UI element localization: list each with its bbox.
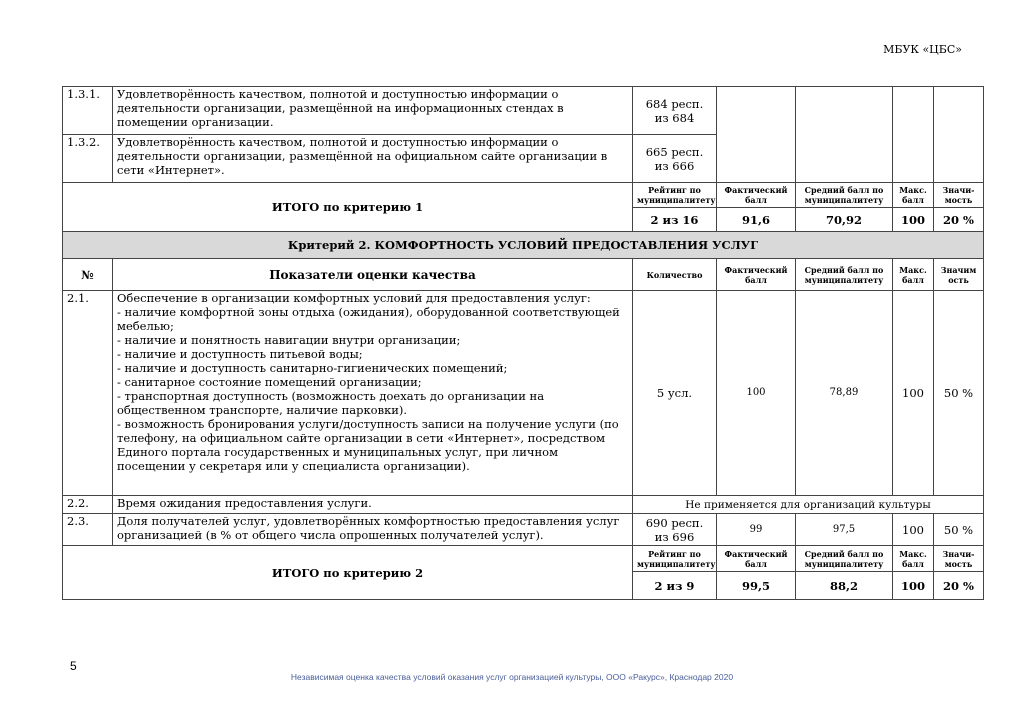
weight-value: 20 % [934, 208, 984, 232]
weight-header: Значи-мость [934, 183, 984, 208]
weight-cell: 50 % [934, 514, 984, 546]
criterion-row [63, 232, 984, 259]
fact-value: 91,6 [717, 208, 796, 232]
table-row [63, 514, 984, 546]
weight-header: Значим ость [934, 259, 984, 291]
page-number: 5 [70, 659, 77, 673]
weight-cell: 50 % [934, 291, 984, 496]
empty-cell [796, 87, 893, 183]
avg-cell: 78,89 [796, 291, 893, 496]
totals-label: ИТОГО по критерию 1 [63, 183, 633, 232]
indicator-line: Обеспечение в организации комфортных условий для предоставления услуг: [117, 291, 591, 305]
rating-header: Рейтинг по муниципалитету [633, 183, 717, 208]
quantity-cell: 684 респ. из 684 [633, 87, 717, 135]
avg-cell: 97,5 [796, 514, 893, 546]
evaluation-table [62, 86, 984, 600]
indicator-text: Удовлетворённость качеством, полнотой и доступностью информации о деятельности организации, размещённой на официальном сайте организации в сети «Интернет». [113, 135, 633, 183]
quantity-cell: 665 респ. из 666 [633, 135, 717, 183]
indicator-line: - санитарное состояние помещений организации; [117, 375, 422, 389]
avg-value: 70,92 [796, 208, 893, 232]
quantity-header: Количество [633, 259, 717, 291]
table-row [63, 291, 984, 496]
empty-cell [934, 87, 984, 183]
row-number: 2.3. [63, 514, 113, 546]
max-cell: 100 [893, 291, 934, 496]
empty-cell [717, 87, 796, 183]
max-value: 100 [893, 572, 934, 600]
weight-header: Значи-мость [934, 546, 984, 572]
footer-text: Независимая оценка качества условий оказания услуг организацией культуры, ООО «Ракурс», Краснодар 2020 [290, 672, 734, 682]
avg-header: Средний балл по муниципалитету [796, 546, 893, 572]
row-number: 1.3.2. [63, 135, 113, 183]
table-row [63, 496, 984, 514]
fact-header: Фактический балл [717, 183, 796, 208]
row-number: 2.2. [63, 496, 113, 514]
indicator-line: - наличие комфортной зоны отдыха (ожидания), оборудованной соответствующей мебелью; [117, 305, 620, 333]
avg-value: 88,2 [796, 572, 893, 600]
fact-cell: 99 [717, 514, 796, 546]
quantity-cell: 690 респ. из 696 [633, 514, 717, 546]
criterion-title: Критерий 2. КОМФОРТНОСТЬ УСЛОВИЙ ПРЕДОСТАВЛЕНИЯ УСЛУГ [63, 232, 984, 259]
indicator-text: Доля получателей услуг, удовлетворённых комфортностью предоставления услуг организацией (в % от общего числа опрошенных получателей услуг). [113, 514, 633, 546]
fact-value: 99,5 [717, 572, 796, 600]
table-row [63, 87, 984, 135]
indicator-header: Показатели оценки качества [113, 259, 633, 291]
totals-label: ИТОГО по критерию 2 [63, 546, 633, 600]
max-header: Макс. балл [893, 546, 934, 572]
number-header: № [63, 259, 113, 291]
fact-header: Фактический балл [717, 546, 796, 572]
avg-header: Средний балл по муниципалитету [796, 259, 893, 291]
rating-header: Рейтинг по муниципалитету [633, 546, 717, 572]
max-value: 100 [893, 208, 934, 232]
column-header-row [63, 259, 984, 291]
indicator-line: - возможность бронирования услуги/доступность записи на получение услуги (по телефону, на официальном сайте организации в сети «Интернет», посредством Единого портала государственных и муниципальных услуг, при личном посещении у секретаря или у специалиста организации). [117, 417, 619, 473]
indicator-text [113, 291, 633, 496]
empty-cell [893, 87, 934, 183]
fact-header: Фактический балл [717, 259, 796, 291]
weight-value: 20 % [934, 572, 984, 600]
indicator-line: - транспортная доступность (возможность доехать до организации на общественном транспорте, наличие парковки). [117, 389, 545, 417]
organization-header: МБУК «ЦБС» [883, 43, 962, 56]
row-number: 2.1. [63, 291, 113, 496]
quantity-cell: 5 усл. [633, 291, 717, 496]
indicator-line: - наличие и доступность санитарно-гигиенических помещений; [117, 361, 508, 375]
max-header: Макс. балл [893, 259, 934, 291]
indicator-text: Время ожидания предоставления услуги. [113, 496, 633, 514]
totals-header-row [63, 183, 984, 208]
totals-header-row [63, 546, 984, 572]
row-number: 1.3.1. [63, 87, 113, 135]
fact-cell: 100 [717, 291, 796, 496]
indicator-line: - наличие и понятность навигации внутри организации; [117, 333, 461, 347]
not-applicable-note: Не применяется для организаций культуры [633, 496, 984, 514]
max-header: Макс. балл [893, 183, 934, 208]
max-cell: 100 [893, 514, 934, 546]
indicator-text: Удовлетворённость качеством, полнотой и доступностью информации о деятельности организации, размещённой на информационных стендах в помещении организации. [113, 87, 633, 135]
rating-value: 2 из 9 [633, 572, 717, 600]
rating-value: 2 из 16 [633, 208, 717, 232]
indicator-line: - наличие и доступность питьевой воды; [117, 347, 363, 361]
avg-header: Средний балл по муниципалитету [796, 183, 893, 208]
